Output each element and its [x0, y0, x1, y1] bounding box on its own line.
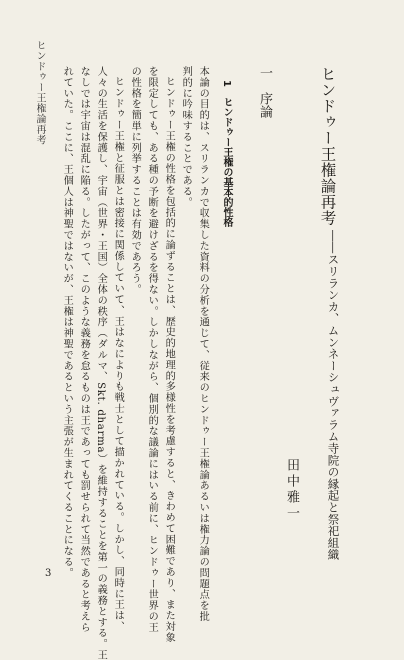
body-line: なしでは宇宙は混乱に陥る。したがって、このような義務を怠るものは王であっても罰せられて当然であると考えら	[78, 66, 90, 633]
body-line: 判的に吟味することである。	[180, 66, 192, 208]
author-name: 田中雅一	[284, 458, 299, 522]
body-line: の性格を簡単に列挙することは有効であろう。	[129, 66, 141, 295]
body-line: を限定しても、ある種の予断を避けざるを得ない。しかしながら、個別的な議論にはいる前に、ヒンドゥー世界の王	[146, 66, 158, 633]
article-subtitle: ――スリランカ、ムンネーシュヴァラム寺院の縁起と祭祀組織	[326, 230, 341, 561]
body-line: 人々の生活を保護し、宇宙（世界・王国）全体の秩序（ダルマ、Skt. dharma）を維持することを第一の義務とする。王	[95, 66, 107, 660]
section-heading: 一 序論	[257, 66, 272, 118]
article-title: ヒンドゥー王権論再考	[318, 66, 337, 226]
body-line: 本論の目的は、スリランカで収集した資料の分析を通じて、従来のヒンドゥー王権論あるいは権力論の問題点を批	[197, 66, 209, 622]
page-number: 3	[45, 568, 52, 579]
body-line: れていた。ここに、王個人は神聖ではないが、王権は神聖であるという主張が生まれてくることになる。	[61, 66, 73, 579]
subsection-heading: 1 ヒンドゥー王権の基本的性格	[221, 80, 232, 227]
body-line: ヒンドゥー王権の性格を包括的に論ずることは、歴史的地理的多様性を考慮すると、きわめて困難であり、また対象	[163, 76, 175, 643]
body-line: ヒンドゥー王権と征服とは密接に関係していて、王はなによりも戦士として描かれている。しかし、同時に王は、	[112, 76, 124, 632]
running-header: ヒンドゥー王権論再考	[34, 40, 45, 145]
